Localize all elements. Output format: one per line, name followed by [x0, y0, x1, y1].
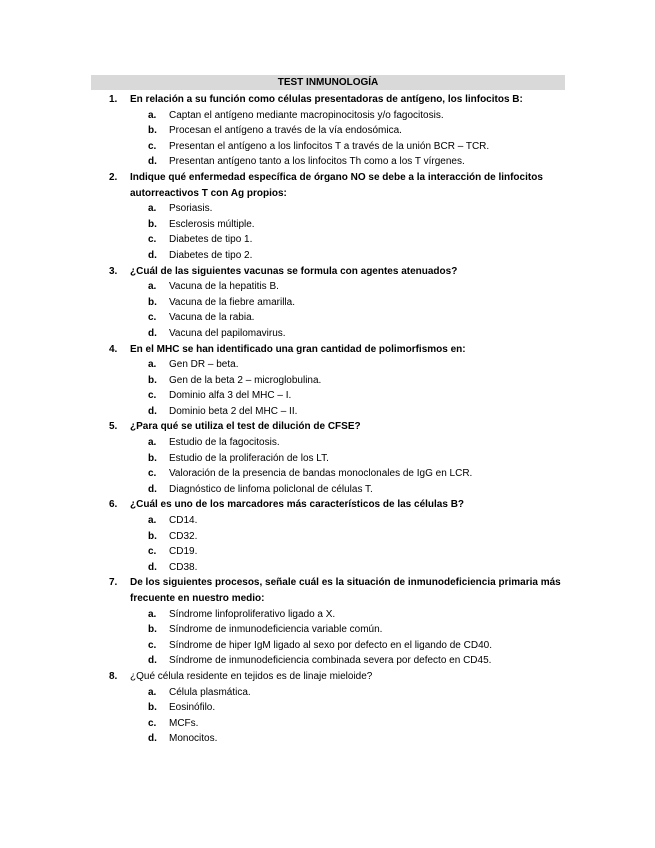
option-text: Célula plasmática. [169, 686, 251, 698]
option-text: Vacuna de la hepatitis B. [169, 281, 279, 293]
answer-option [0, 373, 655, 389]
answer-option [0, 388, 655, 404]
option-letter: a. [148, 515, 157, 527]
option-text: Vacuna del papilomavirus. [169, 327, 286, 339]
option-letter: d. [148, 405, 157, 417]
option-text: Valoración de la presencia de bandas monoclonales de IgG en LCR. [169, 468, 473, 480]
option-letter: b. [148, 624, 157, 636]
answer-option [0, 326, 655, 342]
option-text: Presentan antígeno tanto a los linfocitos Th como a los T vírgenes. [169, 156, 465, 168]
answer-option [0, 217, 655, 233]
option-letter: a. [148, 608, 157, 620]
option-text: Vacuna de la fiebre amarilla. [169, 296, 295, 308]
option-text: CD38. [169, 561, 198, 573]
question-text: En el MHC se han identificado una gran cantidad de polimorfismos en: [130, 343, 466, 355]
answer-option [0, 357, 655, 373]
answer-option [0, 607, 655, 623]
answer-option [0, 560, 655, 576]
option-text: Dominio beta 2 del MHC – II. [169, 405, 298, 417]
option-letter: d. [148, 156, 157, 168]
question-number: 4. [109, 343, 118, 355]
option-letter: d. [148, 561, 157, 573]
answer-option [0, 716, 655, 732]
option-letter: d. [148, 327, 157, 339]
option-letter: c. [148, 390, 157, 402]
question-stem [0, 669, 655, 685]
question-2 [0, 170, 655, 264]
option-text: Síndrome de inmunodeficiencia combinada severa por defecto en CD45. [169, 655, 492, 667]
option-letter: c. [148, 234, 157, 246]
option-text: Diabetes de tipo 1. [169, 234, 253, 246]
question-6 [0, 497, 655, 575]
answer-option [0, 685, 655, 701]
answer-option [0, 139, 655, 155]
option-text: Estudio de la proliferación de los LT. [169, 452, 329, 464]
question-number: 8. [109, 670, 118, 682]
option-text: Diagnóstico de linfoma policlonal de células T. [169, 483, 373, 495]
option-text: Síndrome linfoproliferativo ligado a X. [169, 608, 336, 620]
question-stem [0, 497, 655, 513]
option-text: CD32. [169, 530, 198, 542]
option-letter: a. [148, 281, 157, 293]
question-stem [0, 575, 655, 606]
option-letter: c. [148, 639, 157, 651]
option-text: Esclerosis múltiple. [169, 218, 255, 230]
option-letter: c. [148, 546, 157, 558]
question-text: ¿Para qué se utiliza el test de dilución de CFSE? [130, 421, 361, 433]
answer-option [0, 700, 655, 716]
question-3 [0, 264, 655, 342]
question-stem [0, 170, 655, 201]
answer-option [0, 154, 655, 170]
answer-option [0, 731, 655, 747]
option-text: Captan el antígeno mediante macropinocitosis y/o fagocitosis. [169, 109, 444, 121]
option-letter: c. [148, 312, 157, 324]
question-number: 5. [109, 421, 118, 433]
option-letter: d. [148, 483, 157, 495]
option-text: Diabetes de tipo 2. [169, 249, 253, 261]
option-letter: d. [148, 655, 157, 667]
answer-option [0, 295, 655, 311]
answer-option [0, 513, 655, 529]
option-text: Monocitos. [169, 733, 218, 745]
option-text: Estudio de la fagocitosis. [169, 437, 280, 449]
option-letter: a. [148, 686, 157, 698]
document-title: TEST INMUNOLOGÍA [91, 75, 565, 90]
question-4 [0, 342, 655, 420]
option-text: Vacuna de la rabia. [169, 312, 255, 324]
option-text: MCFs. [169, 717, 199, 729]
option-text: Gen de la beta 2 – microglobulina. [169, 374, 322, 386]
option-letter: a. [148, 203, 157, 215]
question-number: 1. [109, 94, 118, 105]
option-text: Síndrome de inmunodeficiencia variable común. [169, 624, 383, 636]
question-text: En relación a su función como células presentadoras de antígeno, los linfocitos B: [130, 94, 523, 105]
option-letter: b. [148, 374, 157, 386]
answer-option [0, 653, 655, 669]
question-text: ¿Cuál es uno de los marcadores más característicos de las células B? [130, 499, 465, 511]
question-8 [0, 669, 655, 747]
option-letter: a. [148, 359, 157, 371]
option-letter: b. [148, 702, 157, 714]
question-text: Indique qué enfermedad específica de órgano NO se debe a la interacción de linfocitos autorreactivos T con Ag propios: [130, 171, 543, 199]
option-letter: b. [148, 218, 157, 230]
answer-option [0, 482, 655, 498]
answer-option [0, 451, 655, 467]
question-number: 6. [109, 499, 118, 511]
question-stem [0, 92, 655, 108]
option-text: Síndrome de hiper IgM ligado al sexo por defecto en el ligando de CD40. [169, 639, 492, 651]
option-text: Presentan el antígeno a los linfocitos T a través de la unión BCR – TCR. [169, 140, 490, 152]
question-number: 3. [109, 265, 118, 277]
question-text: De los siguientes procesos, señale cuál es la situación de inmunodeficiencia primaria más frecuente en nuestro medio: [130, 577, 561, 604]
option-text: Psoriasis. [169, 203, 213, 215]
question-number: 2. [109, 171, 118, 183]
question-5 [0, 419, 655, 497]
option-letter: a. [148, 109, 157, 121]
answer-option [0, 466, 655, 482]
option-letter: d. [148, 249, 157, 261]
option-text: CD19. [169, 546, 198, 558]
option-letter: c. [148, 468, 157, 480]
question-stem [0, 419, 655, 435]
option-letter: b. [148, 296, 157, 308]
option-text: CD14. [169, 515, 198, 527]
answer-option [0, 248, 655, 264]
question-text: ¿Qué célula residente en tejidos es de linaje mieloide? [130, 670, 373, 682]
option-letter: a. [148, 437, 157, 449]
option-text: Eosinófilo. [169, 702, 216, 714]
option-letter: b. [148, 452, 157, 464]
option-letter: b. [148, 125, 157, 137]
answer-option [0, 435, 655, 451]
answer-option [0, 201, 655, 217]
question-text: ¿Cuál de las siguientes vacunas se formula con agentes atenuados? [130, 265, 458, 277]
question-1 [0, 92, 655, 170]
answer-option [0, 544, 655, 560]
option-text: Dominio alfa 3 del MHC – I. [169, 390, 292, 402]
question-stem [0, 342, 655, 358]
question-list [0, 92, 655, 747]
answer-option [0, 622, 655, 638]
answer-option [0, 279, 655, 295]
answer-option [0, 404, 655, 420]
option-letter: b. [148, 530, 157, 542]
option-letter: c. [148, 140, 157, 152]
answer-option [0, 638, 655, 654]
answer-option [0, 529, 655, 545]
option-letter: d. [148, 733, 157, 745]
question-7 [0, 575, 655, 669]
question-number: 7. [109, 577, 118, 589]
answer-option [0, 310, 655, 326]
answer-option [0, 123, 655, 139]
option-text: Gen DR – beta. [169, 359, 239, 371]
option-text: Procesan el antígeno a través de la vía endosómica. [169, 125, 402, 137]
answer-option [0, 232, 655, 248]
option-letter: c. [148, 717, 157, 729]
answer-option [0, 108, 655, 124]
question-stem [0, 264, 655, 280]
